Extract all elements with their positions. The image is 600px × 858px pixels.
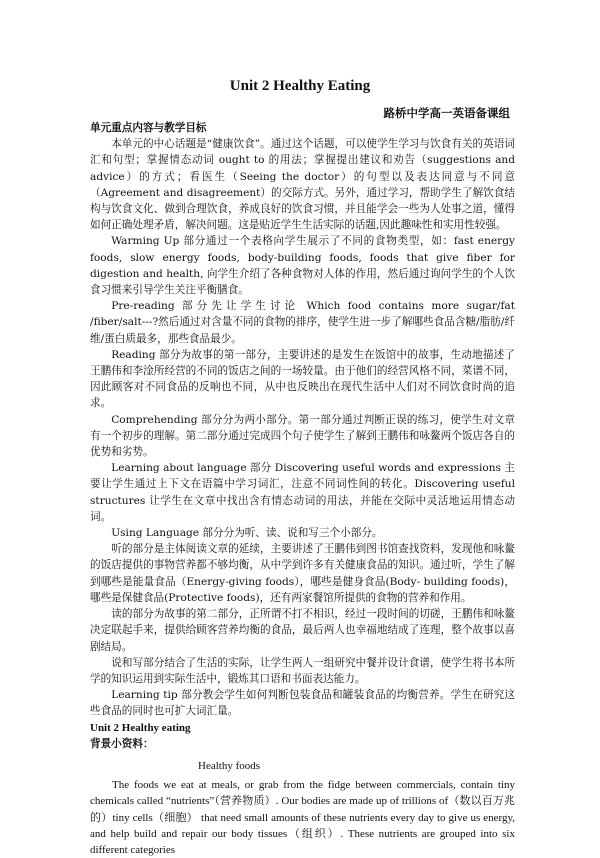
document-body xyxy=(90,120,515,858)
background-title: Healthy foods xyxy=(198,759,261,772)
section-heading-unit: Unit 2 Healthy eating xyxy=(90,721,191,734)
school-name: 路桥中学高一英语备课组 xyxy=(383,106,510,120)
section-heading-background: 背景小资料： xyxy=(90,737,154,750)
paragraph-reading-part: 读的部分为故事的第二部分，正所谓不打不相识，经过一段时间的切磋，王鹏伟和咏鳌决定联起手来，提供给顾客营养均衡的食品，最后两人也幸福地结成了连理，整个故事以喜剧结局。 xyxy=(90,608,515,653)
paragraph-learning-tip: Learning tip 部分教会学生如何判断包装食品和罐装食品的均衡营养。学生在研究这些食品的同时也可扩大词汇量。 xyxy=(90,689,515,718)
paragraph-reading: Reading 部分为故事的第一部分，主要讲述的是发生在饭馆中的故事，生动地描述了王鹏伟和李淦所经营的不同的饭店之间的一场较量。由于他们的经营风格不同，菜谱不同，因此顾客对不同食品的反响也不同，从中也反映出在现代生活中人们对不同饮食时尚的追求。 xyxy=(90,348,515,410)
paragraph-speaking-writing: 说和写部分结合了生活的实际，让学生两人一组研究中餐并设计食谱，使学生将书本所学的知识运用到实际生活中，锻炼其口语和书面表达能力。 xyxy=(90,656,515,685)
document-title: Unit 2 Healthy Eating xyxy=(229,78,371,94)
paragraph-learning-about-language: Learning about language 部分 Discovering useful words and expressions 主要让学生通过上下文在语篇中学习词汇，注意不同词性间的转化。Discovering useful structures 让学生在文章中找出含有情态动词的用法，并能在交际中灵活地运用情态动词。 xyxy=(90,462,515,523)
paragraph-intro: 本单元的中心话题是“健康饮食”。通过这个话题，可以使学生学习与饮食有关的英语词汇和句型；掌握情态动词 ought to 的用法；掌握提出建议和劝告（suggestions and advice）的方式；看医生（Seeing the doctor）的句型以及表达同意与不同意（Agreement and disagreement）的交际方式。另外，通过学习，帮助学生了解饮食结构与饮食文化、做到合理饮食，养成良好的饮食习惯，并且能学会一些为人处事之道，懂得如何正确处理矛盾，解决问题。这是贴近学生生活实际的话题,因此趣味性和实用性较强。 xyxy=(90,138,515,232)
paragraph-warming-up: Warming Up 部分通过一个表格向学生展示了不同的食物类型，如：fast energy foods, slow energy foods, body-building foods, foods that give fiber for digestion and health, 向学生介绍了各种食物对人体的作用，然后通过询问学生的个人饮食习惯来引导学生关注平衡膳食。 xyxy=(90,235,515,297)
paragraph-using-language: Using Language 部分分为听、读、说和写三个小部分。 xyxy=(111,527,383,540)
paragraph-comprehending: Comprehending 部分分为两小部分。第一部分通过判断正误的练习，使学生对文章有一个初步的理解。第二部分通过完成四个句子使学生了解到王鹏伟和咏鳌两个饭店各自的优势和劣势。 xyxy=(90,413,515,459)
section-heading-goals: 单元重点内容与教学目标 xyxy=(90,122,207,134)
paragraph-listening: 听的部分是主体阅读文章的延续，主要讲述了王鹏伟到图书馆查找资料，发现他和咏鳌的饭店提供的事物营养都不够均衡，从中学到许多有关健康食品的知识。通过听，学生了解到哪些是能量食品（Energy-giving foods），哪些是健身食品(Body- building foods)，哪些是保健食品(Protective foods)，还有两家餐馆所提供的食物的营养和作用。 xyxy=(90,543,515,604)
background-paragraph: The foods we eat at meals, or grab from the fidge between commercials, contain tiny chemicals called “nutrients”（营养物质）. Our bodies are made up of trillions of（数以百万兆的）tiny cells（细胞） that need small amounts of these nutrients every day to give us energy, and help build and repair our body tissues（组织）. These nutrients are grouped into six different categories xyxy=(90,779,515,856)
paragraph-pre-reading: Pre-reading 部分先让学生讨论 Which food contains more sugar/fat /fiber/salt---?然后通过对含量不同的食物的排序，使学生进一步了解哪些食品含糖/脂肪/纤维/蛋白质最多，那些食品最少。 xyxy=(90,300,515,345)
